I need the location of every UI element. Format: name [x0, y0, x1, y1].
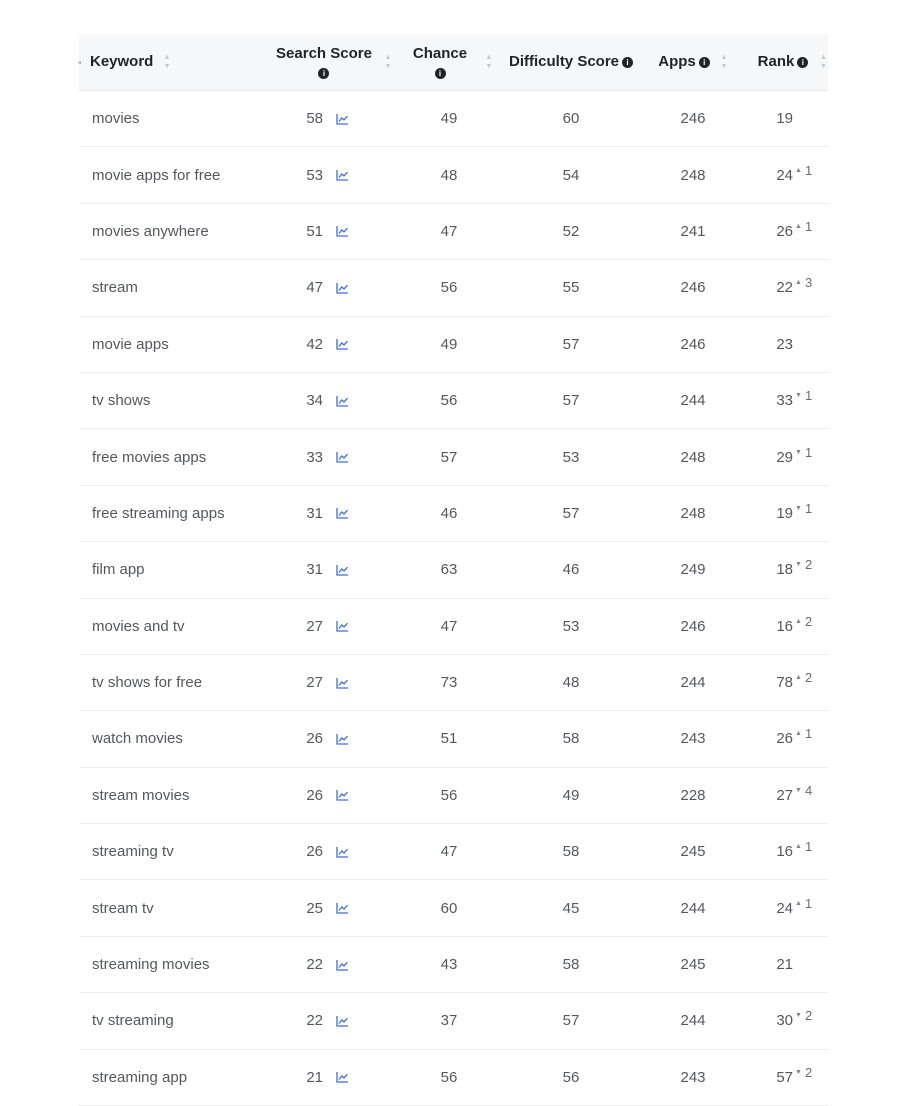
keyword-cell[interactable]: stream — [92, 279, 138, 297]
difficulty-cell: 58 — [562, 956, 580, 974]
apps-cell: 245 — [680, 843, 706, 861]
search-score-cell: 27 — [306, 674, 323, 692]
chance-cell: 56 — [440, 279, 458, 297]
keywords-table — [75, 34, 828, 1106]
rank-change-arrow-icon: ▲ — [795, 730, 802, 738]
chance-cell: 60 — [440, 899, 458, 917]
table-row[interactable] — [79, 711, 828, 767]
difficulty-cell: 45 — [562, 899, 580, 917]
keyword-cell[interactable]: movies — [92, 110, 140, 128]
rank-change-value: 2 — [804, 557, 813, 573]
keyword-cell[interactable]: watch movies — [92, 730, 183, 748]
rank-change — [795, 486, 825, 541]
search-score-cell: 26 — [306, 730, 323, 748]
rank-change-value: 1 — [804, 388, 813, 404]
rank-cell: 26 — [776, 730, 793, 748]
table-row[interactable] — [79, 1050, 828, 1106]
apps-cell: 248 — [680, 448, 706, 466]
rank-change-arrow-icon: ▲ — [795, 222, 802, 230]
apps-cell: 241 — [680, 222, 706, 240]
apps-cell: 246 — [680, 617, 706, 635]
header-search-score[interactable] — [269, 34, 379, 90]
chance-sort-icon[interactable]: ▲ ▼ — [485, 54, 493, 70]
chance-cell: 49 — [440, 335, 458, 353]
line-chart-icon[interactable] — [335, 204, 349, 259]
difficulty-cell: 58 — [562, 843, 580, 861]
chance-cell: 47 — [440, 222, 458, 240]
table-header — [75, 34, 828, 91]
rank-change-value: 2 — [804, 613, 813, 629]
search-score-cell: 31 — [306, 561, 323, 579]
search-score-cell: 42 — [306, 335, 323, 353]
search-score-cell: 22 — [306, 1012, 323, 1030]
apps-cell: 244 — [680, 1012, 706, 1030]
rank-change-arrow-icon: ▲ — [795, 843, 802, 851]
rank-change — [795, 993, 825, 1048]
keyword-cell[interactable]: streaming app — [92, 1068, 188, 1086]
left-edge-sort-icon: ▼ — [75, 59, 82, 65]
rank-change — [795, 1050, 825, 1105]
search-score-cell: 51 — [306, 222, 323, 240]
table-row[interactable] — [79, 204, 828, 260]
apps-cell: 248 — [680, 166, 706, 184]
line-chart-icon[interactable] — [335, 542, 349, 597]
chance-cell: 56 — [440, 786, 458, 804]
difficulty-cell: 54 — [562, 166, 580, 184]
search-score-cell: 58 — [306, 110, 323, 128]
line-chart-icon[interactable] — [335, 1050, 349, 1105]
difficulty-cell: 57 — [562, 335, 580, 353]
rank-cell: 16 — [776, 617, 793, 635]
line-chart-icon[interactable] — [335, 824, 349, 879]
rank-cell: 29 — [776, 448, 793, 466]
apps-cell: 246 — [680, 335, 706, 353]
rank-change-arrow-icon: ▼ — [795, 448, 802, 456]
table-row[interactable] — [79, 91, 828, 147]
apps-cell: 245 — [680, 956, 706, 974]
difficulty-cell: 49 — [562, 786, 580, 804]
rank-change — [795, 91, 825, 146]
rank-cell: 33 — [776, 392, 793, 410]
difficulty-cell: 53 — [562, 448, 580, 466]
search-score-cell: 22 — [306, 956, 323, 974]
line-chart-icon[interactable] — [335, 768, 349, 823]
apps-cell: 246 — [680, 110, 706, 128]
chance-cell: 37 — [440, 1012, 458, 1030]
header-chance-label: Chance — [412, 45, 468, 62]
rank-change-arrow-icon: ▼ — [795, 561, 802, 569]
table-row[interactable] — [79, 599, 828, 655]
keyword-cell[interactable]: streaming movies — [92, 956, 210, 974]
keyword-cell[interactable]: stream movies — [92, 786, 190, 804]
rank-change — [795, 147, 825, 202]
rank-cell: 24 — [776, 899, 793, 917]
table-row[interactable] — [79, 317, 828, 373]
rank-change — [795, 711, 825, 766]
search-score-cell: 26 — [306, 786, 323, 804]
search-score-cell: 33 — [306, 448, 323, 466]
search-score-cell: 26 — [306, 843, 323, 861]
rank-change-value: 1 — [804, 839, 813, 855]
keyword-sort-icon[interactable]: ▲ ▼ — [163, 54, 171, 70]
difficulty-cell: 57 — [562, 1012, 580, 1030]
search-score-cell: 47 — [306, 279, 323, 297]
rank-change — [795, 768, 825, 823]
chance-cell: 49 — [440, 110, 458, 128]
rank-change — [795, 204, 825, 259]
table-row[interactable] — [79, 429, 828, 485]
keyword-cell[interactable]: tv streaming — [92, 1012, 174, 1030]
table-row[interactable] — [79, 993, 828, 1049]
rank-change-value: 4 — [804, 782, 813, 798]
apps-cell: 243 — [680, 1068, 706, 1086]
difficulty-cell: 48 — [562, 674, 580, 692]
chance-cell: 47 — [440, 617, 458, 635]
rank-change-value: 1 — [804, 218, 813, 234]
header-apps-label: Apps — [658, 53, 696, 70]
line-chart-icon[interactable] — [335, 486, 349, 541]
rank-cell: 27 — [776, 786, 793, 804]
search-score-cell: 34 — [306, 392, 323, 410]
keyword-cell[interactable]: tv shows — [92, 392, 151, 410]
apps-cell: 244 — [680, 674, 706, 692]
difficulty-cell: 57 — [562, 392, 580, 410]
search-score-info-icon[interactable]: i — [318, 68, 329, 79]
rank-change-value: 2 — [804, 670, 813, 686]
table-row[interactable] — [79, 880, 828, 936]
difficulty-cell: 55 — [562, 279, 580, 297]
apps-cell: 244 — [680, 899, 706, 917]
rank-change — [795, 429, 825, 484]
rank-change-value: 1 — [804, 726, 813, 742]
line-chart-icon[interactable] — [335, 373, 349, 428]
search-score-cell: 31 — [306, 504, 323, 522]
difficulty-info-icon[interactable]: i — [622, 57, 633, 68]
rank-cell: 30 — [776, 1012, 793, 1030]
table-row[interactable] — [79, 655, 828, 711]
difficulty-cell: 56 — [562, 1068, 580, 1086]
difficulty-cell: 46 — [562, 561, 580, 579]
line-chart-icon[interactable] — [335, 937, 349, 992]
rank-cell: 23 — [776, 335, 793, 353]
table-row[interactable] — [79, 147, 828, 203]
header-keyword[interactable] — [75, 34, 199, 90]
apps-cell: 249 — [680, 561, 706, 579]
rank-cell: 21 — [776, 956, 793, 974]
chance-cell: 51 — [440, 730, 458, 748]
header-keyword-label: Keyword — [90, 53, 154, 70]
rank-change-value: 3 — [804, 275, 813, 291]
rank-info-icon[interactable]: i — [797, 57, 808, 68]
rank-change — [795, 937, 825, 992]
table-row[interactable] — [79, 768, 828, 824]
keyword-cell[interactable]: movie apps — [92, 335, 169, 353]
apps-sort-icon[interactable]: ▲ ▼ — [720, 54, 728, 70]
difficulty-cell: 58 — [562, 730, 580, 748]
rank-cell: 78 — [776, 674, 793, 692]
rank-change-value: 2 — [804, 1008, 813, 1024]
header-rank-label: Rank — [757, 53, 795, 70]
header-chance[interactable] — [405, 34, 475, 90]
rank-change-arrow-icon: ▲ — [795, 899, 802, 907]
rank-change-arrow-icon: ▲ — [795, 279, 802, 287]
table-row[interactable] — [79, 937, 828, 993]
search-score-cell: 27 — [306, 617, 323, 635]
table-body — [79, 91, 828, 1106]
table-row[interactable] — [79, 260, 828, 316]
rank-change — [795, 317, 825, 372]
search-score-sort-icon[interactable]: ▲ ▼ — [384, 54, 392, 70]
keyword-cell[interactable]: tv shows for free — [92, 674, 203, 692]
header-difficulty[interactable] — [503, 34, 639, 90]
search-score-cell: 53 — [306, 166, 323, 184]
chance-cell: 47 — [440, 843, 458, 861]
rank-change-value: 1 — [804, 895, 813, 911]
rank-cell: 18 — [776, 561, 793, 579]
rank-cell: 26 — [776, 222, 793, 240]
rank-change — [795, 655, 825, 710]
rank-cell: 19 — [776, 504, 793, 522]
rank-change — [795, 599, 825, 654]
apps-cell: 244 — [680, 392, 706, 410]
rank-change-arrow-icon: ▼ — [795, 504, 802, 512]
line-chart-icon[interactable] — [335, 993, 349, 1048]
rank-cell: 22 — [776, 279, 793, 297]
keyword-cell[interactable]: movies anywhere — [92, 222, 209, 240]
rank-change-value: 1 — [804, 500, 813, 516]
line-chart-icon[interactable] — [335, 429, 349, 484]
apps-cell: 248 — [680, 504, 706, 522]
rank-change — [795, 824, 825, 879]
rank-change — [795, 260, 825, 315]
table-row[interactable] — [79, 373, 828, 429]
header-apps[interactable] — [653, 34, 715, 90]
difficulty-cell: 60 — [562, 110, 580, 128]
chance-cell: 48 — [440, 166, 458, 184]
apps-info-icon[interactable]: i — [699, 57, 710, 68]
search-score-cell: 21 — [306, 1068, 323, 1086]
difficulty-cell: 57 — [562, 504, 580, 522]
chance-cell: 46 — [440, 504, 458, 522]
rank-change — [795, 373, 825, 428]
rank-cell: 57 — [776, 1068, 793, 1086]
rank-change — [795, 542, 825, 597]
rank-change — [795, 880, 825, 935]
header-difficulty-label: Difficulty Score — [508, 53, 620, 70]
difficulty-cell: 53 — [562, 617, 580, 635]
line-chart-icon[interactable] — [335, 880, 349, 935]
rank-cell: 16 — [776, 843, 793, 861]
line-chart-icon[interactable] — [335, 91, 349, 146]
chance-cell: 56 — [440, 392, 458, 410]
header-search-score-label: Search Score — [276, 45, 372, 62]
line-chart-icon[interactable] — [335, 147, 349, 202]
chance-cell: 57 — [440, 448, 458, 466]
rank-change-value: 1 — [804, 162, 813, 178]
keyword-cell[interactable]: streaming tv — [92, 843, 174, 861]
apps-cell: 243 — [680, 730, 706, 748]
keyword-cell[interactable]: film app — [92, 561, 145, 579]
keyword-cell[interactable]: movies and tv — [92, 617, 185, 635]
rank-change-arrow-icon: ▲ — [795, 617, 802, 625]
rank-change-value: 1 — [804, 444, 813, 460]
chance-info-icon[interactable]: i — [435, 68, 446, 79]
search-score-cell: 25 — [306, 899, 323, 917]
rank-change-arrow-icon: ▼ — [795, 1068, 802, 1076]
apps-cell: 228 — [680, 786, 706, 804]
rank-change-value: 2 — [804, 1064, 813, 1080]
apps-cell: 246 — [680, 279, 706, 297]
line-chart-icon[interactable] — [335, 599, 349, 654]
table-row[interactable] — [79, 486, 828, 542]
chance-cell: 63 — [440, 561, 458, 579]
rank-change-arrow-icon: ▲ — [795, 674, 802, 682]
keyword-cell[interactable]: free movies apps — [92, 448, 207, 466]
rank-sort-icon[interactable]: ▲ ▼ — [820, 54, 827, 70]
chance-cell: 43 — [440, 956, 458, 974]
difficulty-cell: 52 — [562, 222, 580, 240]
rank-change-arrow-icon: ▼ — [795, 1012, 802, 1020]
keyword-cell[interactable]: movie apps for free — [92, 166, 221, 184]
chance-cell: 56 — [440, 1068, 458, 1086]
line-chart-icon[interactable] — [335, 655, 349, 710]
rank-cell: 24 — [776, 166, 793, 184]
rank-change-arrow-icon: ▼ — [795, 786, 802, 794]
chance-cell: 73 — [440, 674, 458, 692]
keyword-cell[interactable]: stream tv — [92, 899, 154, 917]
line-chart-icon[interactable] — [335, 711, 349, 766]
rank-cell: 19 — [776, 110, 793, 128]
line-chart-icon[interactable] — [335, 317, 349, 372]
line-chart-icon[interactable] — [335, 260, 349, 315]
keyword-cell[interactable]: free streaming apps — [92, 504, 225, 522]
table-row[interactable] — [79, 824, 828, 880]
rank-change-arrow-icon: ▼ — [795, 392, 802, 400]
header-rank[interactable] — [751, 34, 815, 90]
table-row[interactable] — [79, 542, 828, 598]
rank-change-arrow-icon: ▲ — [795, 166, 802, 174]
